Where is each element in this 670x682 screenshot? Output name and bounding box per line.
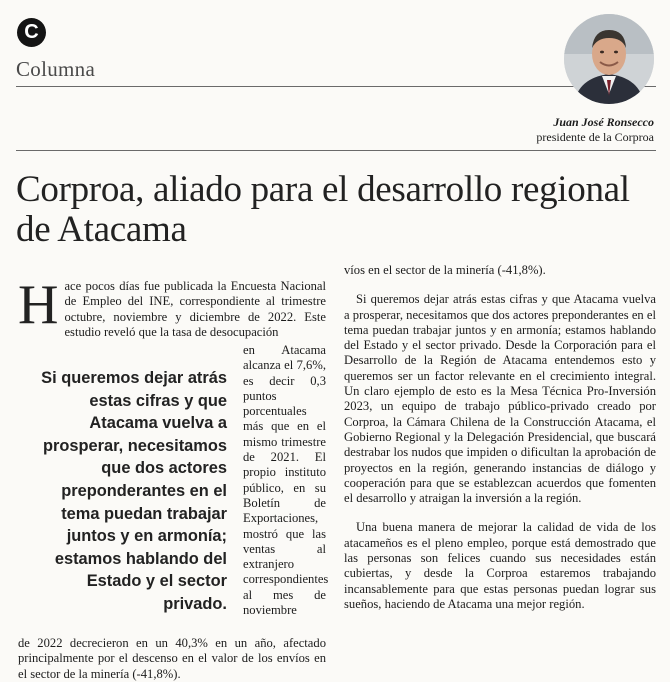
author-role: presidente de la Corproa (536, 130, 654, 144)
byline-divider (16, 150, 656, 151)
body-left-bottom: de 2022 decrecieron en un 40,3% en un año, afectado principalmente por el descenso en el valor de los envíos en el sector de la minería (-41,8%). (18, 636, 326, 681)
body-left-narrow: en Atacama alcanza el 7,6%, es decir 0,3 puntos porcentuales más que en el mismo trimestre de 2021. El propio instituto público, en su Boletín de Exportaciones, mostró que las ventas al extranjero correspondientes al mes de noviembre (243, 343, 329, 618)
author-name: Juan José Ronsecco (553, 115, 654, 129)
column-badge: C (17, 18, 46, 47)
body-paragraph-3: Una buena manera de mejorar la calidad de vida de los atacameños es el pleno empleo, porque está demostrado que las personas son felices cuando sus necesidades están cubiertas, y desde la Corproa estaremos trabajando incansablemente para que estas personas puedan lograr sus sueños, haciendo de Atacama una mejor región. (344, 520, 656, 611)
body-paragraph-1: ace pocos días fue publicada la Encuesta Nacional de Empleo del INE, correspondiente al trimestre octubre, noviembre y diciembre de 2022. Este estudio reveló que la tasa de desocupación (64, 279, 326, 339)
body-paragraph-2: Si queremos dejar atrás estas cifras y que Atacama vuelva a prosperar, necesitamos que dos actores preponderantes en el tema puedan trabajar juntos y en armonía; estamos hablando del Estado y el sector privado. Desde la Corporación para el Desarrollo de la Región de Atacama entendemos esto y queremos ser un factor relevante en el crecimiento integral. Un claro ejemplo de esto es la Mesa Técnica Pro-Inversión 2023, un equipo de trabajo público-privado creado por Corproa, la Cámara Chilena de la Construcción Atacama, el Gobierno Regional y la Delegación Presidencial, que buscará destrabar los nudos que impiden o dificultan la aprobación de proyectos en la región, generando instancias de diálogo y cooperación para que se establezcan acuerdos que fomenten el desarrollo y atraigan la inversión a la región. (344, 292, 656, 506)
body-right-column (344, 263, 656, 612)
author-portrait (564, 14, 654, 104)
article-headline: Corproa, aliado para el desarrollo regional de Atacama (16, 169, 630, 250)
drop-cap: H (18, 274, 59, 336)
pull-quote: Si queremos dejar atrás estas cifras y que Atacama vuelva a prosperar, necesitamos que dos actores preponderantes en el tema puedan trabajar juntos y en armonía; estamos hablando del Estado y el sector privado. (41, 369, 227, 613)
body-left-top (18, 274, 326, 340)
top-divider (16, 86, 656, 87)
author-byline (536, 115, 654, 145)
section-label: Columna (16, 57, 96, 81)
body-paragraph-continued: víos en el sector de la minería (-41,8%). (344, 263, 546, 277)
